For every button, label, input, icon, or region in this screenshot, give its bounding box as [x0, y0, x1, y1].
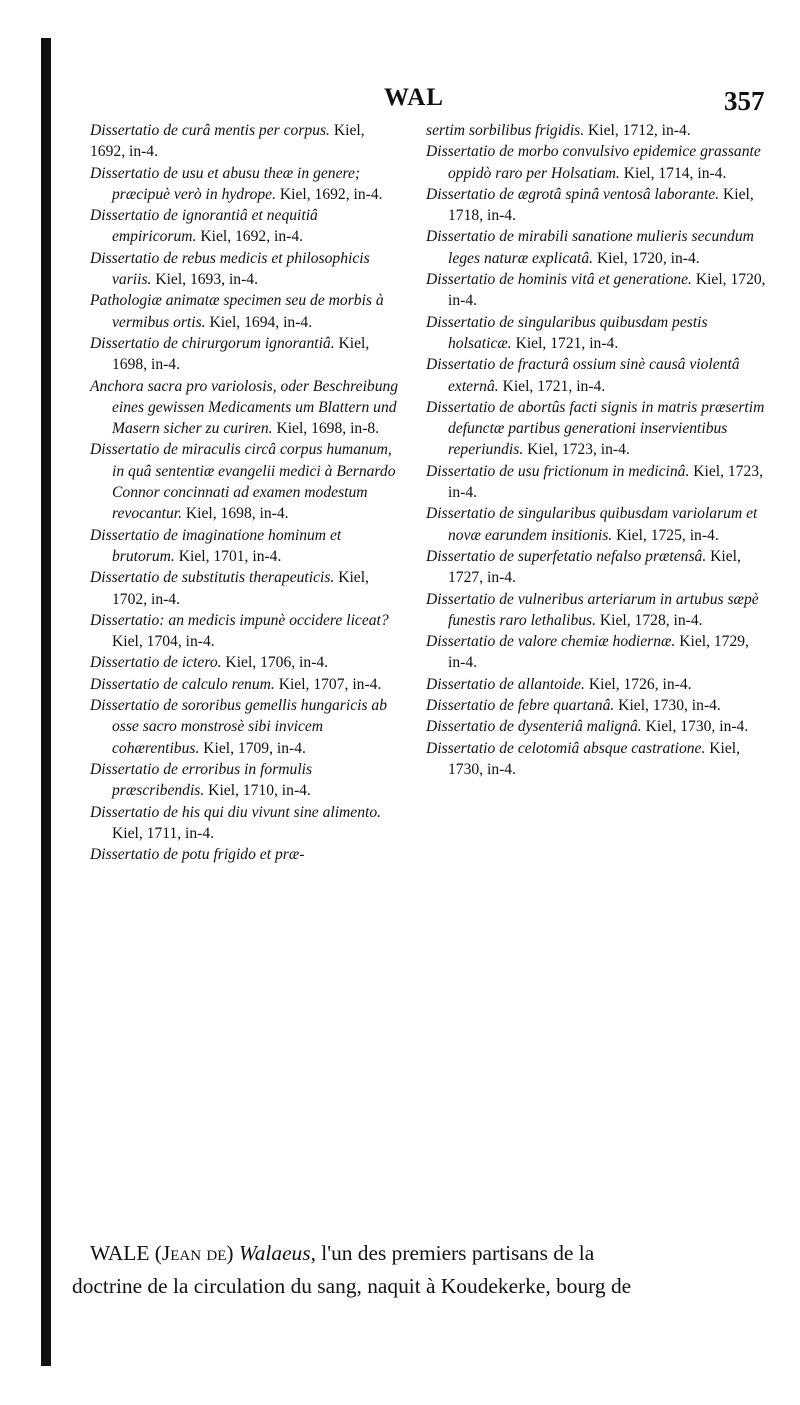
- entry-title: Dissertatio de celotomiâ absque castratione.: [426, 739, 706, 757]
- entry-publication: Kiel, 1706, in-4.: [221, 654, 329, 672]
- entry-title: Dissertatio de usu frictionum in medicinâ.: [426, 462, 690, 480]
- bibliography-entry: [426, 589, 770, 632]
- bibliography-entry: [426, 674, 770, 695]
- bibliography-entry: [90, 674, 402, 695]
- entry-title: sertim sorbilibus frigidis.: [426, 122, 585, 139]
- entry-publication: Kiel, 1720, in-4.: [593, 249, 700, 267]
- entry-title: Dissertatio de ægrotâ spinâ ventosâ laborante.: [426, 185, 720, 203]
- entry-title: Dissertatio de miraculis circâ corpus humanum, in quâ sententiæ evangelii medici à Bernardo Connor concinnati ad examen modestum revocantur.: [90, 441, 396, 523]
- entry-publication: Kiel, 1707, in-4.: [274, 675, 382, 693]
- bibliography-entry: [90, 120, 402, 163]
- bibliography-entry: [90, 290, 402, 333]
- entry-title: Pathologiæ animatæ specimen seu de morbis à vermibus ortis.: [90, 292, 384, 331]
- entry-publication: Kiel, 1721, in-4.: [498, 377, 606, 395]
- biography-line-2: doctrine de la circulation du sang, naquit à Koudekerke, bourg de: [72, 1274, 632, 1298]
- entry-title: Dissertatio de chirurgorum ignorantiâ.: [90, 334, 335, 352]
- bibliography-entry: [426, 546, 770, 589]
- entry-title: Dissertatio de allantoide.: [426, 675, 585, 693]
- running-head: [0, 84, 800, 120]
- left-column: [90, 120, 402, 865]
- entry-title: Dissertatio de valore chemiæ hodiernæ.: [426, 633, 676, 651]
- biography-line-1: [72, 1237, 770, 1270]
- entry-publication: Kiel, 1725, in-4.: [612, 526, 719, 544]
- page-number: 357: [724, 86, 765, 116]
- biography-line-1-rest: , l'un des premiers partisans de la: [310, 1241, 595, 1265]
- bibliography-entry: [426, 269, 770, 312]
- entry-publication: Kiel, 1710, in-4.: [204, 782, 311, 800]
- entry-title: Dissertatio: an medicis impunè occidere liceat?: [90, 611, 389, 629]
- bibliography-entry: [426, 397, 770, 461]
- entry-title: Anchora sacra pro variolosis, oder Beschreibung eines gewissen Medicaments um Blattern und Masern sicher zu curiren.: [90, 377, 399, 438]
- bibliography-entry: [426, 184, 770, 227]
- entry-title: Dissertatio de potu frigido et præ-: [90, 846, 305, 864]
- biography-paragraph: [72, 1237, 770, 1303]
- entry-title: Dissertatio de sororibus gemellis hungaricis ab osse sacro monstrosè sibi invicem cohærentibus.: [90, 697, 388, 757]
- bibliography-entry: [90, 567, 402, 610]
- entry-title: Dissertatio de erroribus in formulis præscribendis.: [90, 760, 313, 800]
- entry-publication: Kiel, 1730, in-4.: [448, 739, 741, 778]
- entry-publication: Kiel, 1693, in-4.: [151, 271, 258, 289]
- bibliography-entry: [426, 503, 770, 546]
- entry-publication: Kiel, 1729, in-4.: [448, 633, 749, 672]
- entry-publication: Kiel, 1723, in-4.: [448, 462, 763, 502]
- entry-publication: Kiel, 1727, in-4.: [448, 547, 741, 587]
- entry-publication: Kiel, 1720, in-4.: [448, 271, 766, 310]
- entry-publication: Kiel, 1714, in-4.: [619, 164, 727, 182]
- entry-title: Dissertatio de mirabili sanatione mulieris secundum leges naturæ explicatâ.: [426, 228, 754, 267]
- bibliography-entry: [90, 610, 402, 653]
- entry-title: Dissertatio de abortûs facti signis in matris præsertim defunctæ partibus generationi inservientibus reperiundis.: [426, 398, 765, 459]
- entry-title: Dissertatio de dysenteriâ malignâ.: [426, 718, 642, 736]
- bibliography-entry: [426, 226, 770, 269]
- bibliography-entry: [90, 248, 402, 291]
- entry-title: Dissertatio de calculo renum.: [90, 675, 275, 693]
- entry-publication: Kiel, 1728, in-4.: [596, 611, 703, 629]
- entry-title: Dissertatio de morbo convulsivo epidemice grassante oppidò raro per Holsatiam.: [426, 143, 761, 182]
- entry-publication: Kiel, 1702, in-4.: [112, 569, 369, 608]
- entry-title: Dissertatio de febre quartanâ.: [426, 697, 615, 715]
- entry-title: Dissertatio de vulneribus arteriarum in artubus sæpè funestis raro lethalibus.: [426, 590, 759, 629]
- entry-publication: Kiel, 1698, in-4.: [112, 334, 370, 374]
- bibliography-entry: [426, 312, 770, 355]
- entry-title: Dissertatio de singularibus quibusdam variolarum et novæ earundem insitionis.: [426, 505, 758, 544]
- entry-title: Dissertatio de imaginatione hominum et brutorum.: [90, 526, 342, 565]
- entry-title: Dissertatio de hominis vitâ et generatione.: [426, 271, 692, 289]
- bibliography-entry: [426, 120, 770, 141]
- bibliography-entry: [90, 163, 402, 206]
- bibliography-entry: [90, 376, 402, 440]
- biography-name: WALE: [90, 1241, 150, 1265]
- entry-publication: Kiel, 1692, in-4.: [90, 122, 365, 161]
- bibliography-entry: [90, 844, 402, 865]
- bibliography-entry: [426, 738, 770, 781]
- entry-publication: Kiel, 1698, in-4.: [182, 505, 289, 523]
- entry-publication: Kiel, 1704, in-4.: [112, 633, 215, 651]
- bibliography-entry: [90, 695, 402, 759]
- bibliography-entry: [426, 141, 770, 184]
- biography-given-name: (Jean de): [154, 1241, 234, 1265]
- bibliography-entry: [90, 333, 402, 376]
- entry-publication: Kiel, 1723, in-4.: [523, 441, 630, 459]
- entry-publication: Kiel, 1692, in-4.: [196, 228, 304, 246]
- bibliography-entry: [90, 652, 402, 673]
- entry-title: Dissertatio de ignorantiâ et nequitiâ empiricorum.: [90, 207, 318, 246]
- right-column: [426, 120, 770, 780]
- entry-title: Dissertatio de his qui diu vivunt sine alimento.: [90, 803, 382, 821]
- bibliography-entry: [426, 716, 770, 737]
- bibliography-entry: [90, 759, 402, 802]
- running-title: WAL: [384, 84, 444, 111]
- entry-title: Dissertatio de rebus medicis et philosophicis variis.: [90, 249, 370, 289]
- entry-title: Dissertatio de fracturâ ossium sinè causâ violentâ externâ.: [426, 356, 740, 395]
- entry-publication: Kiel, 1730, in-4.: [641, 718, 749, 736]
- bibliography-entry: [426, 354, 770, 397]
- bibliography-entry: [90, 525, 402, 568]
- entry-title: Dissertatio de usu et abusu theæ in genere; præcipuè verò in hydrope.: [90, 164, 361, 203]
- entry-title: Dissertatio de singularibus quibusdam pestis holsaticæ.: [426, 313, 708, 352]
- entry-publication: Kiel, 1709, in-4.: [199, 739, 306, 757]
- entry-publication: Kiel, 1698, in-8.: [272, 420, 380, 438]
- bibliography-entry: [426, 631, 770, 674]
- bibliography-entry: [90, 802, 402, 845]
- entry-publication: Kiel, 1711, in-4.: [112, 824, 215, 842]
- entry-title: Dissertatio de substitutis therapeuticis.: [90, 569, 335, 587]
- entry-publication: Kiel, 1718, in-4.: [448, 185, 754, 225]
- entry-title: Dissertatio de superfetatio nefalso prætensâ.: [426, 547, 707, 565]
- bibliography-entry: [426, 695, 770, 716]
- entry-publication: Kiel, 1726, in-4.: [584, 675, 692, 693]
- entry-publication: Kiel, 1692, in-4.: [276, 185, 383, 203]
- entry-publication: Kiel, 1721, in-4.: [511, 334, 619, 352]
- entry-title: Dissertatio de ictero.: [90, 654, 222, 672]
- bibliography-entry: [426, 461, 770, 504]
- entry-publication: Kiel, 1694, in-4.: [205, 313, 313, 331]
- entry-publication: Kiel, 1701, in-4.: [174, 547, 282, 565]
- entry-publication: Kiel, 1730, in-4.: [614, 697, 721, 715]
- entry-title: Dissertatio de curâ mentis per corpus.: [90, 122, 330, 139]
- biography-latin-name: Walaeus: [238, 1241, 311, 1265]
- entry-publication: Kiel, 1712, in-4.: [584, 122, 691, 139]
- bibliography-entry: [90, 205, 402, 248]
- bibliography-entry: [90, 439, 402, 524]
- page-edge-bar: [41, 38, 51, 1366]
